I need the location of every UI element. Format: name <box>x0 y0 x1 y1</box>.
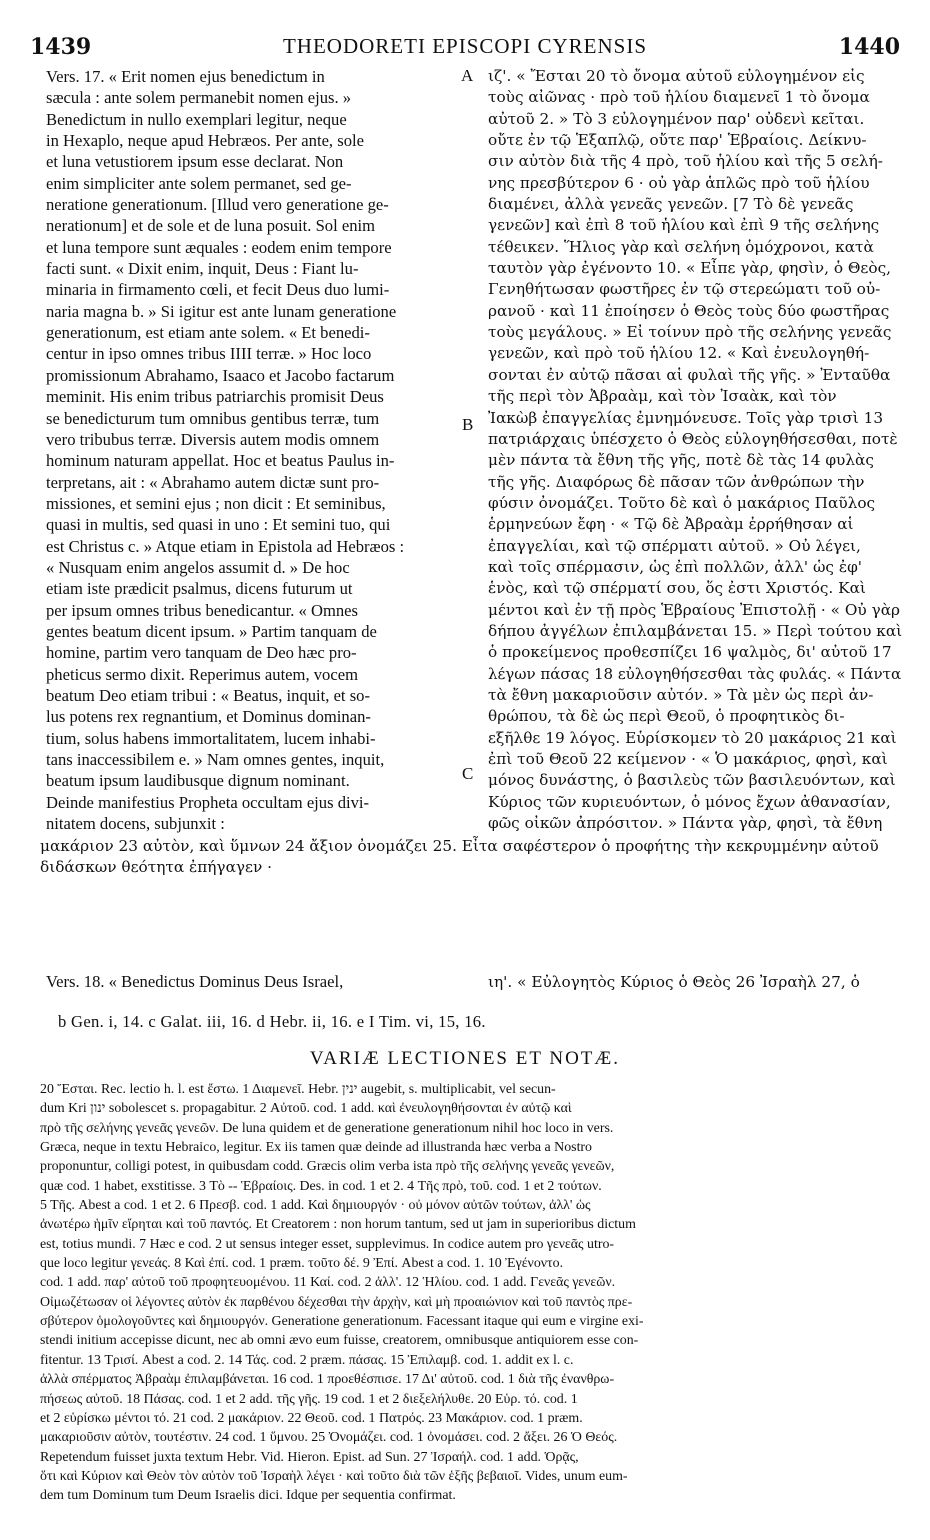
greek-text-line: θρώπου, τὰ δὲ ὡς περὶ Θεοῦ, ὁ προφητικὸς δι- <box>488 707 845 726</box>
latin-text-line: « Nusquam enim angelos assumit d. » De hoc <box>46 557 350 577</box>
latin-text-line: beatum Deo etiam tribui : « Beatus, inquit, et so- <box>46 685 370 705</box>
latin-text-line: beatum ipsum laudibusque dignum nominant. <box>46 771 350 791</box>
latin-text-line: nitatem docens, subjunxit : <box>46 814 225 834</box>
latin-text-line: et luna vetustiorem ipsum esse declarat. Non <box>46 152 344 172</box>
latin-text-line: vero tribubus terræ. Diversis autem modis omnem <box>46 429 380 449</box>
note-line: est, totius mundi. 7 Hæc e cod. 2 ut sensus integer esset, supplevimus. In codice autem pro γενεᾶς utro- <box>40 1236 615 1252</box>
latin-text-line: Vers. 17. « Erit nomen ejus benedictum in <box>46 67 325 86</box>
latin-text-line: meminit. His enim tribus patriarchis promisit Deus <box>46 387 384 407</box>
footnote-references: b Gen. i, 14. c Galat. iii, 16. d Hebr. ii, 16. e I Tim. vi, 15, 16. <box>58 1012 486 1031</box>
greek-text-line: οὔτε ἐν τῷ Ἑξαπλῷ, οὔτε παρ' Ἑβραίοις. Δείκνυ- <box>488 131 867 150</box>
latin-text-line: sæcula : ante solem permanebit nomen ejus. » <box>46 88 352 108</box>
greek-text-line: Κύριος τῶν κυριευόντων, ὁ μόνος ἔχων ἀθανασίαν, <box>488 792 891 811</box>
latin-text-line: gentes beatum dicent ipsum. » Partim tanquam de <box>46 621 377 641</box>
greek-text-line: τῆς περὶ τὸν Ἀβραὰμ, καὶ τὸν Ἰσαὰκ, καὶ τὸν <box>488 387 837 406</box>
running-title: THEODORETI EPISCOPI CYRENSIS <box>282 34 648 58</box>
greek-text-line: ἐπαγγελίαι, καὶ τῷ σπέρματι αὐτοῦ. » Οὐ λέγει, <box>488 536 861 555</box>
note-line: σβύτερον ὁμολογοῦντες καὶ δημιουργόν. Generatione generationum. Facessant itaque qui eum e virgine exi- <box>40 1314 644 1330</box>
greek-text-line: ἐπὶ τοῦ Θεοῦ 22 κείμενον · « Ὁ μακάριος, φησὶ, καὶ <box>488 750 888 768</box>
greek-text-line: τοὺς μεγάλους. » Εἰ τοίνυν πρὸ τῆς σελήνης γενεᾶς <box>488 323 892 342</box>
note-line: proponuntur, colligi potest, in quibusdam codd. Græcis olim verba ista πρὸ τῆς σελήνης γενεᾶς γενεῶν, <box>40 1159 615 1175</box>
note-line: Græca, neque in textu Hebraico, legitur. Ex iis tamen quæ deinde ad illustranda hæc verba a Nostro <box>40 1140 592 1156</box>
page-number-right: 1440 <box>838 34 900 60</box>
greek-text-line: λέγων πάσας 18 εὐλογηθήσεσθαι τὰς φυλάς. « Πάντα <box>488 664 902 683</box>
greek-text-line: τῆς γῆς. Διαφόρως δὲ πᾶσαν τῶν ἀνθρώπων τὴν <box>488 472 865 491</box>
greek-full-width-passage <box>40 836 910 879</box>
note-line: dem tum Dominum tum Deum Israelis dici. Idque per sequentia confirmat. <box>40 1488 456 1504</box>
greek-text-line: ἑρμηνεύων ἔφη · « Τῷ δὲ Ἀβραὰμ ἐρρήθησαν αἱ <box>488 515 854 534</box>
note-line: πήσεως αὐτοῦ. 18 Πάσας. cod. 1 et 2 add. τῆς γῆς. 19 cod. 1 et 2 διεξελήλυθε. 20 Εὑρ. τό. cod. 1 <box>40 1391 578 1407</box>
greek-text-line: γενεῶν, καὶ πρὸ τοῦ ἡλίου 12. « Καὶ ἐνευλογηθή- <box>488 344 870 363</box>
latin-text-line: enim simpliciter ante solem permanet, sed ge- <box>46 173 352 193</box>
latin-text-line: homine, partim vero tanquam de Deo hæc pro- <box>46 643 357 663</box>
latin-text-line: hominum naturam appellat. Hoc et beatus Paulus in- <box>46 451 395 471</box>
greek-column <box>488 66 906 834</box>
notes-heading: VARIÆ LECTIONES ET NOTÆ. <box>309 1048 621 1069</box>
verse-18-greek: ιη'. « Εὐλογητὸς Κύριος ὁ Θεὸς 26 Ἰσραὴλ 27, ὁ <box>488 973 860 991</box>
latin-text-line: facti sunt. « Dixit enim, inquit, Deus : Fiant lu- <box>46 259 359 279</box>
greek-text-line: ὁ προκείμενος προθεσπίζει 16 ψαλμὸς, δι' αὐτοῦ 17 <box>488 643 892 662</box>
greek-text-line: ρανοῦ · καὶ 11 ἐποίησεν ὁ Θεὸς τοὺς δύο φωστῆρας <box>488 301 890 320</box>
greek-text-line: σονται ἐν αὐτῷ πᾶσαι αἱ φυλαὶ τῆς γῆς. » Ἐνταῦθα <box>488 365 891 384</box>
note-line: quæ cod. 1 habet, exstitisse. 3 Τὸ -- Ἑβραίοις. Des. in cod. 1 et 2. 4 Τῆς πρὸ, τοῦ. cod. 1 et 2 τούτων. <box>40 1178 602 1194</box>
note-line: 20 Ἔσται. Rec. lectio h. l. est ἔστω. 1 Διαμενεῖ. Hebr. ינין augebit, s. multiplicabit, vel secun- <box>40 1082 556 1097</box>
latin-text-line: lus potens rex regnantium, et Dominus dominan- <box>46 707 371 727</box>
margin-letter: B <box>462 415 474 434</box>
latin-text-line: centur in ipso omnes tribus IIII terræ. » Hoc loco <box>46 344 372 364</box>
latin-text-line: Benedictum in nullo exemplari legitur, neque <box>46 109 347 129</box>
greek-text-line: μέντοι καὶ ἐν τῇ πρὸς Ἑβραίους Ἐπιστολῇ · « Οὐ γὰρ <box>488 600 901 619</box>
latin-text-line: tans inaccessibilem e. » Nam omnes gentes, inquit, <box>46 750 385 769</box>
greek-text-line: δήπου ἀγγέλων ἐπιλαμβάνεται 15. » Περὶ τούτου καὶ <box>488 621 903 640</box>
latin-column <box>46 66 456 834</box>
greek-text-line: φῶς οἰκῶν ἀπρόσιτον. » Πάντα γὰρ, φησὶ, τὰ ἔθνη <box>488 814 883 833</box>
greek-text-line: τέθεικεν. Ἥλιος γὰρ καὶ σελήνη ὁμόχρονοι, κατὰ <box>488 237 874 256</box>
latin-text-line: Deinde manifestius Propheta occultam ejus divi- <box>46 792 370 812</box>
greek-text-line: φύσιν ὀνομάζει. Τοῦτο δὲ καὶ ὁ μακάριος Παῦλος <box>488 493 876 512</box>
greek-text-line: Ἰακὼβ ἐπαγγελίας ἐμνημόνευσε. Τοῖς γὰρ τρισὶ 13 <box>488 408 884 427</box>
greek-text-line: σιν αὐτὸν διὰ τῆς 4 πρὸ, τοῦ ἡλίου καὶ τῆς 5 σελή- <box>488 152 883 171</box>
margin-letter: C <box>462 764 474 783</box>
latin-text-line: tium, solus habens immortalitatem, lucem inhabi- <box>46 728 376 748</box>
greek-text-line: Γενηθήτωσαν φωστῆρες ἐν τῷ στερεώματι τοῦ οὐ- <box>488 280 881 299</box>
latin-text-line: nerationum] et de sole et de luna posuit. Sol enim <box>46 216 376 236</box>
latin-text-line: se benedicturum tum omnibus gentibus terræ, tum <box>46 408 380 428</box>
note-line: Repetendum fuisset juxta textum Hebr. Vid. Hieron. Epist. ad Sun. 27 Ἰσραήλ. cod. 1 add. Ὁρᾷς, <box>40 1449 579 1465</box>
latin-text-line: et luna tempore sunt æquales : eodem enim tempore <box>46 237 392 257</box>
latin-text-line: terpretans, ait : « Abrahamo autem dictæ sunt pro- <box>46 472 380 492</box>
latin-text-line: quasi in multis, sed quasi in uno : Et semini tuo, qui <box>46 515 391 535</box>
note-line: et 2 εὑρίσκω μέντοι τό. 21 cod. 2 μακάριον. 22 Θεοῦ. cod. 1 Πατρός. 23 Μακάριον. cod. 1 præm. <box>40 1410 583 1426</box>
latin-text-line: pheticus sermo dixit. Reperimus autem, vocem <box>46 664 358 684</box>
verse-18-latin: Vers. 18. « Benedictus Dominus Deus Israel, <box>46 972 344 991</box>
greek-text-line: μὲν πάντα τὰ ἔθνη τῆς γῆς, ποτὲ δὲ τὰς 14 φυλὰς <box>488 451 874 470</box>
greek-wide-line: διδάσκων θεότητα ἐπήγαγεν · <box>40 858 273 877</box>
greek-text-line: αὐτοῦ 2. » Τὸ 3 εὐλογημένον παρ' οὐδενὶ κεῖται. <box>488 109 865 128</box>
page-number-left: 1439 <box>30 34 92 60</box>
greek-text-line: ταυτὸν γὰρ ἐγένοντο 10. « Εἶπε γὰρ, φησὶν, ὁ Θεὸς, <box>488 259 891 278</box>
note-line: μακαριοῦσιν αὐτὸν, τουτέστιν. 24 cod. 1 ὕμνου. 25 Ὀνομάζει. cod. 1 ὀνομάσει. cod. 2 ἄξει. 26 Ὁ Θεός. <box>40 1430 618 1446</box>
greek-text-line: καὶ τοῖς σπέρμασιν, ὡς ἐπὶ πολλῶν, ἀλλ' ὡς ἐφ' <box>488 557 862 576</box>
note-line: dum Kri ינון sobolescet s. propagabitur. 2 Αὐτοῦ. cod. 1 add. καὶ ἐνευλογηθήσονται ἐν αὐτῷ καὶ <box>40 1101 572 1117</box>
latin-text-line: generationum, est etiam ante solem. « Et benedi- <box>46 323 370 343</box>
latin-text-line: neratione generationum. [Illud vero generatione ge- <box>46 195 389 215</box>
note-line: cod. 1 add. παρ' αὐτοῦ τοῦ προφητευομένου. 11 Καί. cod. 2 ἀλλ'. 12 Ἡλίου. cod. 1 add. Γενεᾶς γενεῶν. <box>40 1275 616 1291</box>
latin-text-line: etiam iste prædicit psalmus, dicens futurum ut <box>46 579 353 599</box>
greek-text-line: μόνος δυνάστης, ὁ βασιλεὺς τῶν βασιλευόντων, καὶ <box>488 771 896 790</box>
running-header <box>30 34 900 64</box>
latin-text-line: per ipsum omnes tribus benedicantur. « Omnes <box>46 600 358 620</box>
greek-text-line: τὰ ἔθνη μακαριοῦσιν αὐτόν. » Τὰ μὲν ὡς περὶ ἀν- <box>488 685 874 704</box>
latin-text-line: missiones, et semini ejus ; non dicit : Et seminibus, <box>46 493 386 513</box>
note-line: 5 Τῆς. Abest a cod. 1 et 2. 6 Πρεσβ. cod. 1 add. Καὶ δημιουργόν · οὐ μόνον αὐτῶν τούτων, ἀλλ' ὡς <box>40 1198 591 1214</box>
greek-wide-line: μακάριον 23 αὐτὸν, καὶ ὕμνων 24 ἄξιον ὀνομάζει 25. Εἶτα σαφέστερον ὁ προφήτης τὴν κεκρυμμένην αὐτοῦ <box>40 837 879 855</box>
latin-text-line: minaria in firmamento cœli, et fecit Deus duo lumi- <box>46 280 390 300</box>
note-line: que loco legitur γενεάς. 8 Καὶ ἐπί. cod. 1 præm. τοῦτο δέ. 9 Ἐπί. Abest a cod. 1. 10 Ἐγένοντο. <box>40 1256 564 1272</box>
greek-text-line: γενεῶν] καὶ ἐπὶ 8 τοῦ ἡλίου καὶ ἐπὶ 9 τῆς σελήνης <box>488 216 880 235</box>
greek-text-line: ιζ'. « Ἔσται 20 τὸ ὄνομα αὐτοῦ εὐλογημένον εἰς <box>488 67 865 85</box>
greek-text-line: διαμένει, ἀλλὰ γενεᾶς γενεῶν. [7 Τὸ δὲ γενεᾶς <box>488 195 854 214</box>
greek-text-line: νης πρεσβύτερον 6 · οὐ γὰρ ἁπλῶς πρὸ τοῦ ἡλίου <box>488 173 870 192</box>
latin-text-line: naria magna b. » Si igitur est ante lunam generatione <box>46 301 397 321</box>
note-line: πρὸ τῆς σελήνης γενεᾶς γενεῶν. De luna quidem et de generatione generationum nihil hoc loco in vers. <box>40 1120 614 1136</box>
note-line: stendi initium accepisse dicunt, nec ab omni ævo eum fuisse, creatorem, omnibusque antiquiorem esse con- <box>40 1333 639 1349</box>
variant-readings-notes <box>40 1080 910 1506</box>
greek-text-line: τοὺς αἰῶνας · πρὸ τοῦ ἡλίου διαμενεῖ 1 τὸ ὄνομα <box>488 88 870 107</box>
greek-text-line: πατριάρχαις ὑπέσχετο ὁ Θεὸς εὐλογηθήσεσθαι, ποτὲ <box>488 429 898 448</box>
note-line: ἀνωτέρω ἡμῖν εἴρηται καὶ τοῦ παντός. Et Creatorem : non horum tantum, sed ut jam in superioribus dictum <box>40 1217 636 1233</box>
greek-text-line: ἑνὸς, καὶ τῷ σπέρματί σου, ὅς ἐστι Χριστός. Καὶ <box>488 579 866 598</box>
note-line: ἀλλὰ σπέρματος Ἀβραὰμ ἐπιλαμβάνεται. 16 cod. 1 προεθέσπισε. 17 Δι' αὐτοῦ. cod. 1 διὰ τῆς ἐνανθρω- <box>40 1372 615 1388</box>
latin-text-line: in Hexaplo, neque apud Hebræos. Per ante, sole <box>46 131 364 151</box>
greek-text-line: εξῆλθε 19 λόγος. Εὑρίσκομεν τὸ 20 μακάριος 21 καὶ <box>488 728 897 747</box>
latin-text-line: promissionum Abrahamo, Isaaco et Jacobo factarum <box>46 365 395 385</box>
note-line: fitentur. 13 Τρισί. Abest a cod. 2. 14 Τάς. cod. 2 præm. πάσας. 15 Ἐπιλαμβ. cod. 1. addit ex l. c. <box>40 1352 574 1368</box>
note-line: Οἰμωζέτωσαν οἱ λέγοντες αὐτὸν ἐκ παρθένου δέχεσθαι τὴν ἀρχὴν, καὶ μὴ προαιώνιον καὶ τοῦ παντὸς πρε- <box>40 1294 633 1310</box>
note-line: ὅτι καὶ Κύριον καὶ Θεὸν τὸν αὐτὸν τοῦ Ἰσραὴλ λέγει · καὶ τοῦτο διὰ τῶν ἑξῆς βεβαιοῖ. Vides, unum eum- <box>40 1468 628 1484</box>
latin-text-line: est Christus c. » Atque etiam in Epistola ad Hebræos : <box>46 536 405 556</box>
margin-letter: A <box>461 66 474 85</box>
